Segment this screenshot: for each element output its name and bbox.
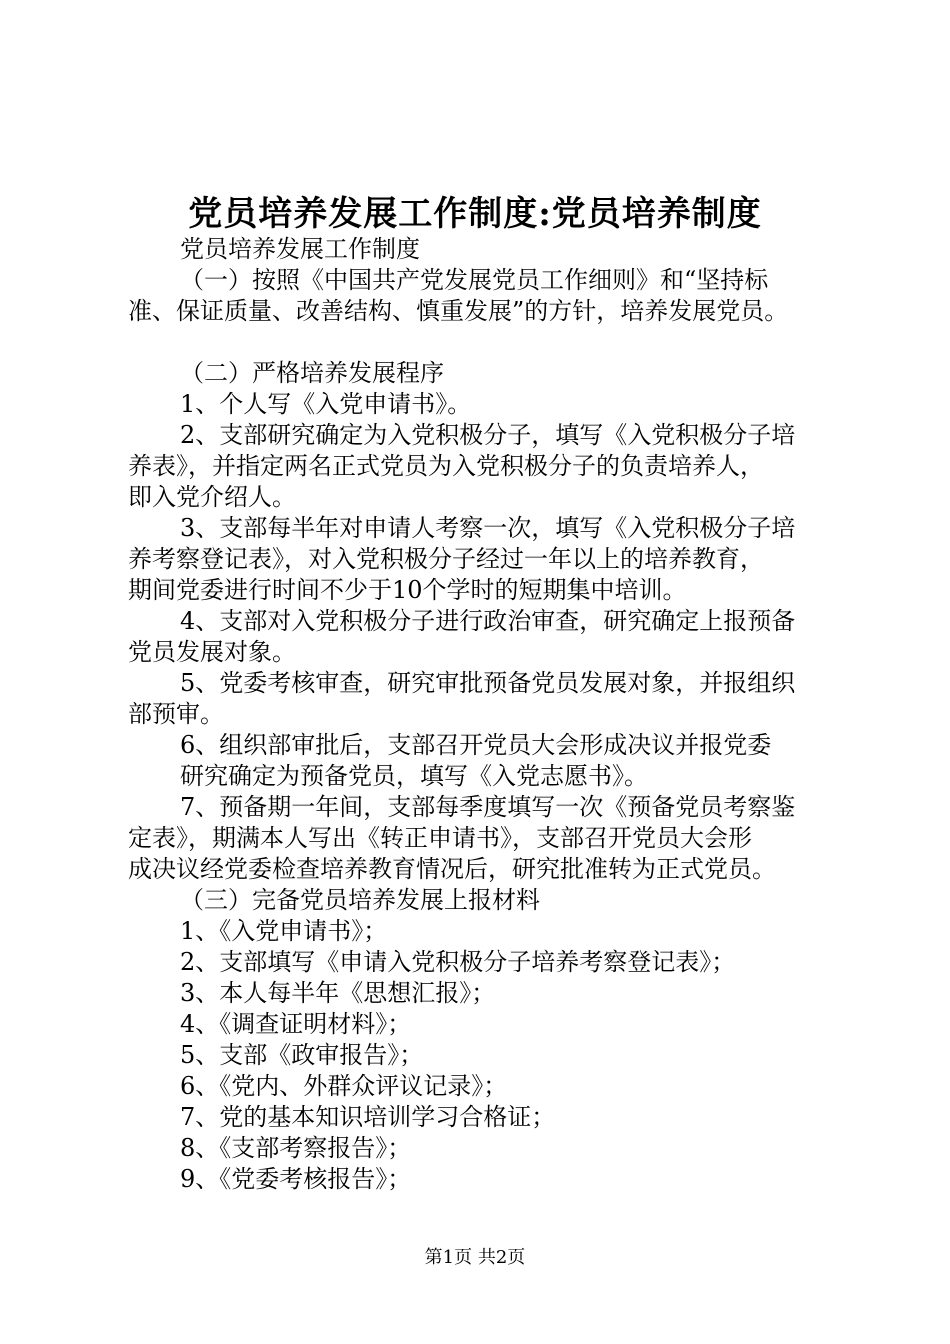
list-item: 7、预备期一年间，支部每季度填写一次《预备党员考察鉴 [180, 793, 796, 821]
list-item-continuation: 党员发展对象。 [128, 638, 296, 666]
list-item: 6、《党内、外群众评议记录》； [180, 1072, 508, 1100]
section-heading: （三）完备党员培养发展上报材料 [180, 886, 540, 914]
list-item-continuation: 定表》，期满本人写出《转正申请书》，支部召开党员大会形 [128, 824, 752, 852]
paragraph-gap [128, 327, 828, 358]
list-item: 3、本人每半年《思想汇报》； [180, 979, 496, 1007]
list-item: 4、《调查证明材料》； [180, 1010, 412, 1038]
list-item: 1、《入党申请书》； [180, 917, 388, 945]
list-item: 6、组织部审批后，支部召开党员大会形成决议并报党委 [180, 731, 772, 759]
list-item-continuation: 部预审。 [128, 700, 224, 728]
list-item: 8、《支部考察报告》； [180, 1134, 412, 1162]
paragraph-line: 准、保证质量、改善结构、慎重发展”的方针，培养发展党员。 [128, 297, 789, 325]
list-item-continuation: 养表》，并指定两名正式党员为入党积极分子的负责培养人， [128, 452, 764, 480]
list-item: 1、个人写《入党申请书》。 [180, 390, 472, 418]
list-item: 5、支部《政审报告》； [180, 1041, 424, 1069]
document-body [128, 234, 828, 1195]
list-item-continuation: 成决议经党委检查培养教育情况后，研究批准转为正式党员。 [128, 855, 776, 883]
list-item-continuation: 养考察登记表》，对入党积极分子经过一年以上的培养教育， [128, 545, 764, 573]
list-item-continuation: 期间党委进行时间不少于10个学时的短期集中培训。 [128, 576, 687, 604]
paragraph-line: （一）按照《中国共产党发展党员工作细则》和“坚持标 [180, 266, 769, 294]
list-item: 9、《党委考核报告》； [180, 1165, 412, 1193]
list-item: 7、党的基本知识培训学习合格证； [180, 1103, 556, 1131]
list-item: 2、支部研究确定为入党积极分子，填写《入党积极分子培 [180, 421, 796, 449]
list-item: 4、支部对入党积极分子进行政治审查，研究确定上报预备 [180, 607, 796, 635]
list-item: 5、党委考核审查，研究审批预备党员发展对象，并报组织 [180, 669, 796, 697]
list-item: 3、支部每半年对申请人考察一次，填写《入党积极分子培 [180, 514, 796, 542]
list-item-continuation: 即入党介绍人。 [128, 483, 296, 511]
section-heading: 党员培养发展工作制度 [180, 235, 420, 263]
list-item-continuation: 研究确定为预备党员，填写《入党志愿书》。 [180, 762, 648, 790]
section-heading: （二）严格培养发展程序 [180, 359, 444, 387]
document-title: 党员培养发展工作制度:党员培养制度 [188, 194, 762, 234]
list-item: 2、支部填写《申请入党积极分子培养考察登记表》； [180, 948, 736, 976]
page-number: 第1页 共2页 [424, 1247, 526, 1268]
